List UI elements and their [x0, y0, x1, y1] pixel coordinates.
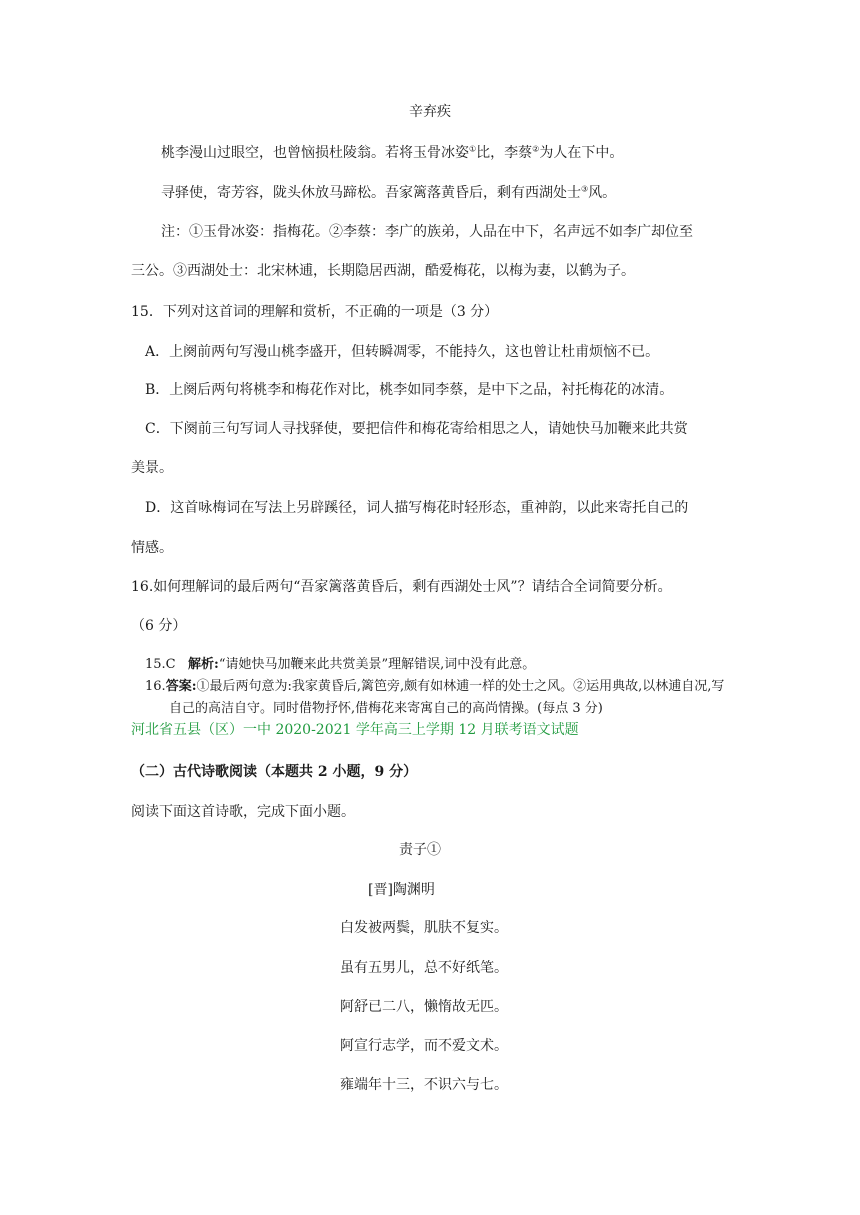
option-d: D．这首咏梅词在写法上另辟蹊径，词人描写梅花时轻形态，重神韵，以此来寄托自己的 — [145, 500, 689, 516]
poem-author: 辛弃疾 — [409, 104, 451, 120]
option-d-cont: 情感。 — [131, 540, 173, 556]
poem2-title: 责子① — [399, 842, 441, 858]
poem-text: 桃李漫山过眼空，也曾恼损杜陵翁。若将玉骨冰姿 — [161, 145, 469, 161]
answer-15 — [145, 655, 535, 675]
footnote-mark: ① — [469, 144, 477, 154]
option-a: A．上阕前两句写漫山桃李盛开，但转瞬凋零，不能持久，这也曾让杜甫烦恼不已。 — [145, 344, 660, 360]
answer-number: 16. — [145, 679, 166, 694]
answer-label: 答案: — [165, 679, 197, 694]
option-c-cont: 美景。 — [131, 460, 173, 476]
annotation: 注：①玉骨冰姿：指梅花。②李蔡：李广的族弟，人品在中下，名声远不如李广却位至 — [161, 224, 693, 240]
answer-text: ①最后两句意为:我家黄昏后,篱笆旁,颇有如林逋一样的处士之风。②运用典故,以林逋自况,写 — [196, 679, 725, 694]
poem2-line: 阿舒已二八，懒惰故无匹。 — [340, 999, 508, 1015]
source-line: 河北省五县（区）一中 2020-2021 学年高三上学期 12 月联考语文试题 — [131, 722, 579, 738]
poem-text: 为人在下中。 — [539, 145, 624, 161]
answer-16-cont: 自己的高洁自守。同时借物抒怀,借梅花来寄寓自己的高尚情操。(每点 3 分) — [169, 701, 603, 716]
poem-text: 比，李蔡 — [476, 145, 533, 161]
answer-number: 15.C — [145, 657, 176, 672]
option-b: B．上阕后两句将桃李和梅花作对比，桃李如同李蔡，是中下之品，衬托梅花的冰清。 — [145, 382, 674, 398]
poem-text: 风。 — [588, 185, 617, 201]
poem-text: 寻驿使，寄芳容，陇头休放马蹄松。吾家篱落黄昏后，剩有西湖处士 — [161, 185, 581, 201]
annotation: 三公。③西湖处士：北宋林逋，长期隐居西湖，酷爱梅花，以梅为妻，以鹤为子。 — [131, 263, 635, 279]
section-heading: （二）古代诗歌阅读（本题共 2 小题，9 分） — [131, 764, 418, 780]
poem2-author: [晋]陶渊明 — [368, 882, 435, 898]
footnote-mark: ③ — [581, 184, 589, 194]
poem2-line: 雍端年十三，不识六与七。 — [340, 1077, 508, 1093]
answer-text: “请她快马加鞭来此共赏美景”理解错误,词中没有此意。 — [218, 657, 536, 672]
poem-line — [161, 143, 623, 163]
poem2-line: 虽有五男儿，总不好纸笔。 — [340, 960, 508, 976]
footnote-mark: ② — [532, 144, 540, 154]
question-stem: 16.如何理解词的最后两句“吾家篱落黄昏后，剩有西湖处士风”？请结合全词简要分析。 — [131, 579, 672, 595]
question-stem: 15．下列对这首词的理解和赏析，不正确的一项是（3 分） — [131, 304, 499, 320]
poem-line — [161, 183, 616, 203]
answer-label: 解析: — [188, 657, 219, 672]
answer-16 — [145, 677, 724, 697]
poem2-line: 阿宣行志学，而不爱文术。 — [340, 1038, 508, 1054]
instruction: 阅读下面这首诗歌，完成下面小题。 — [131, 804, 355, 820]
question-score: （6 分） — [131, 618, 187, 634]
poem2-line: 白发被两鬓，肌肤不复实。 — [340, 920, 508, 936]
option-c: C．下阕前三句写词人寻找驿使，要把信件和梅花寄给相思之人，请她快马加鞭来此共赏 — [145, 421, 688, 437]
